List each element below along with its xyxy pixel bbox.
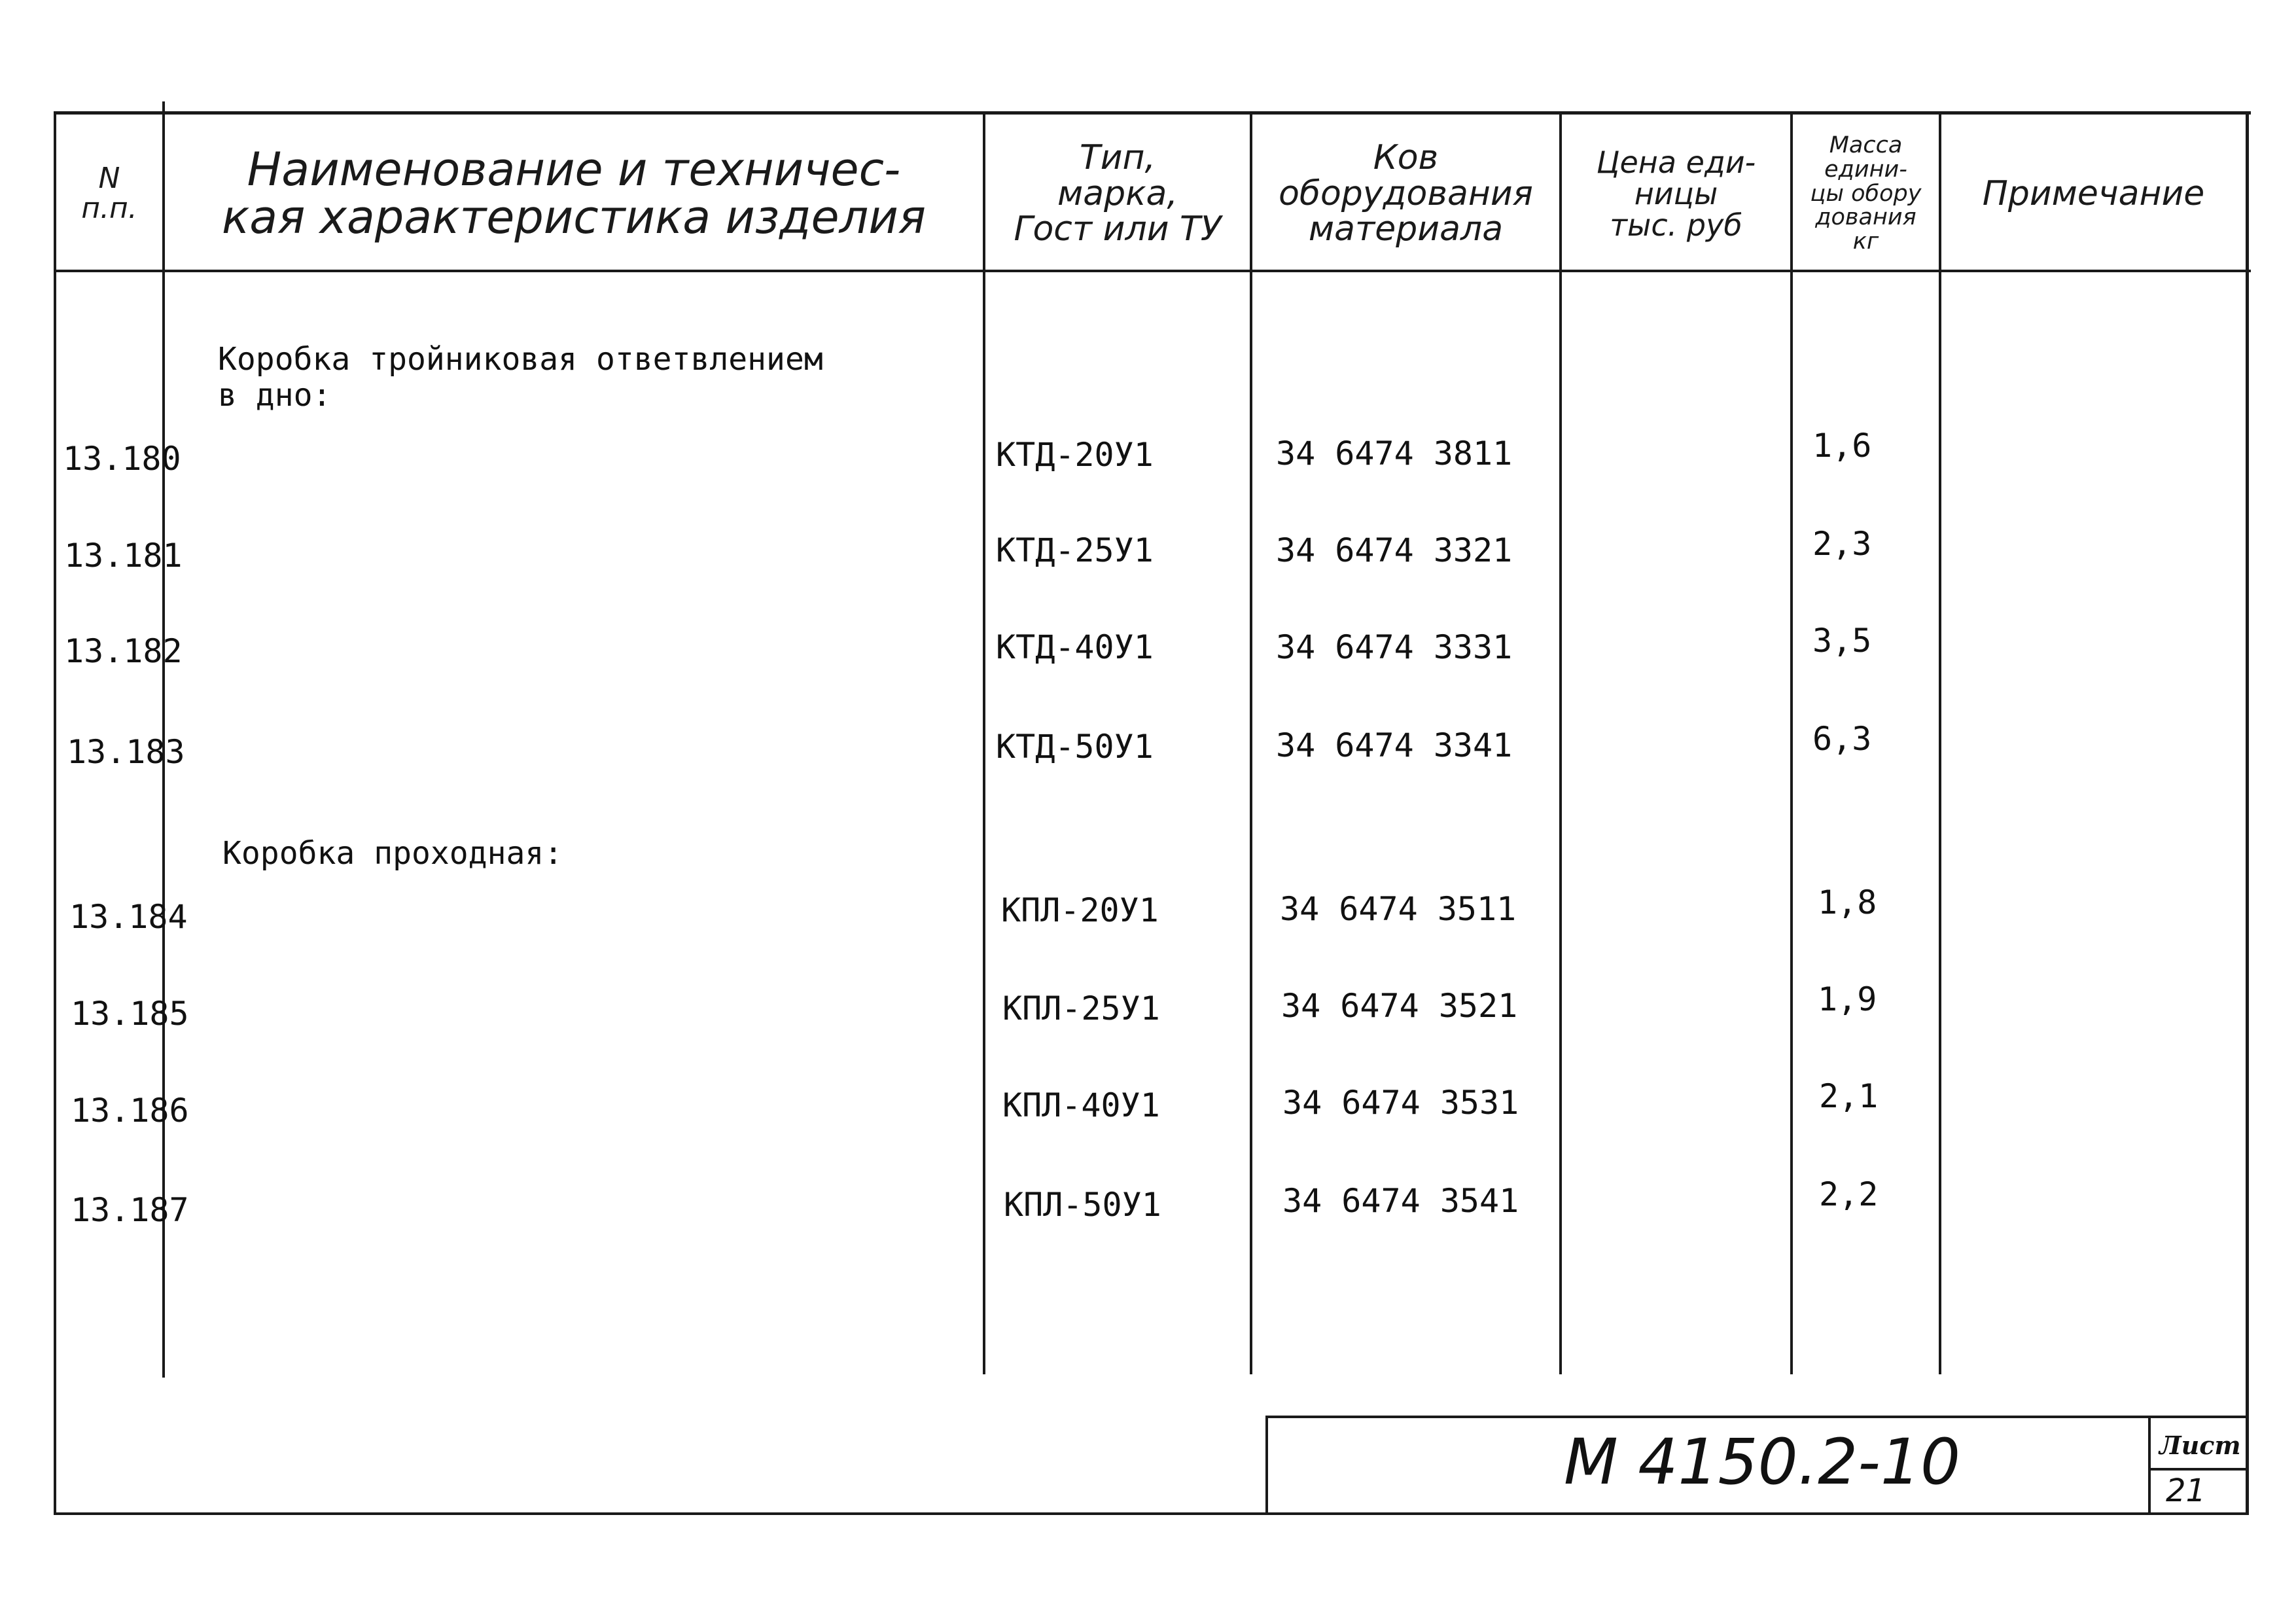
- stamp-sheet-divider: [2148, 1416, 2151, 1515]
- row-type: КПЛ-40У1: [1002, 1086, 1160, 1124]
- header-num: N п.п.: [81, 161, 137, 225]
- sheet-number: 21: [2166, 1472, 2206, 1509]
- row-num: 13.183: [67, 733, 185, 771]
- row-code: 34 6474 3511: [1280, 890, 1517, 928]
- col-divider-price: [1790, 111, 1793, 1374]
- col-divider-type: [1250, 111, 1252, 1374]
- table-top-border: [54, 111, 2251, 115]
- row-code: 34 6474 3341: [1276, 726, 1513, 764]
- row-type: КТД-40У1: [996, 628, 1154, 666]
- row-type: КТД-50У1: [996, 728, 1154, 766]
- outer-right-border: [2246, 111, 2249, 1515]
- col-divider-code: [1559, 111, 1562, 1374]
- row-num: 13.180: [63, 440, 181, 478]
- stamp-left-border: [1265, 1416, 1268, 1515]
- header-note: Примечание: [1982, 173, 2205, 213]
- row-mass: 1,9: [1818, 980, 1877, 1018]
- row-code: 34 6474 3811: [1276, 435, 1513, 473]
- row-mass: 2,1: [1819, 1077, 1879, 1115]
- col-divider-mass: [1939, 111, 1941, 1374]
- document-code: М 4150.2-10: [1564, 1425, 1961, 1499]
- header-mass: Масса едини- цы обору дования кг: [1810, 132, 1922, 255]
- row-mass: 1,8: [1818, 883, 1877, 921]
- row-code: 34 6474 3521: [1281, 987, 1518, 1025]
- outer-left-border: [54, 111, 56, 1515]
- row-mass: 2,2: [1819, 1175, 1879, 1213]
- row-type: КТД-25У1: [996, 531, 1154, 569]
- page-bottom-border: [54, 1512, 2249, 1515]
- row-code: 34 6474 3321: [1276, 531, 1513, 569]
- section-title: Коробка тройниковая ответвлением в дно:: [218, 341, 823, 414]
- header-bottom-border: [54, 270, 2251, 272]
- row-type: КПЛ-50У1: [1004, 1186, 1161, 1224]
- header-code: Ков оборудования материала: [1279, 138, 1533, 249]
- row-type: КПЛ-20У1: [1001, 891, 1159, 929]
- header-name: Наименование и техничес- кая характеристика изделия: [222, 142, 926, 244]
- section-title: Коробка проходная:: [222, 835, 563, 872]
- sheet-label: Лист: [2159, 1431, 2241, 1460]
- row-type: КТД-20У1: [996, 436, 1154, 474]
- col-divider-name: [983, 111, 985, 1374]
- row-code: 34 6474 3531: [1282, 1084, 1519, 1122]
- row-num: 13.185: [71, 995, 189, 1033]
- row-mass: 2,3: [1812, 525, 1872, 563]
- row-mass: 1,6: [1812, 427, 1872, 465]
- row-type: КПЛ-25У1: [1002, 990, 1160, 1027]
- row-code: 34 6474 3541: [1282, 1182, 1519, 1220]
- row-num: 13.181: [64, 537, 183, 575]
- row-num: 13.184: [69, 898, 188, 936]
- row-mass: 6,3: [1812, 720, 1872, 758]
- row-num: 13.182: [64, 632, 183, 670]
- row-num: 13.186: [71, 1092, 189, 1130]
- row-num: 13.187: [71, 1191, 189, 1229]
- stamp-top-border: [1265, 1416, 2249, 1418]
- row-mass: 3,5: [1812, 622, 1872, 660]
- stamp-sheet-midline: [2148, 1468, 2249, 1471]
- header-type: Тип, марка, Гост или ТУ: [1014, 138, 1222, 249]
- header-price: Цена еди- ницы тыс. руб: [1596, 144, 1756, 243]
- row-code: 34 6474 3331: [1276, 628, 1513, 666]
